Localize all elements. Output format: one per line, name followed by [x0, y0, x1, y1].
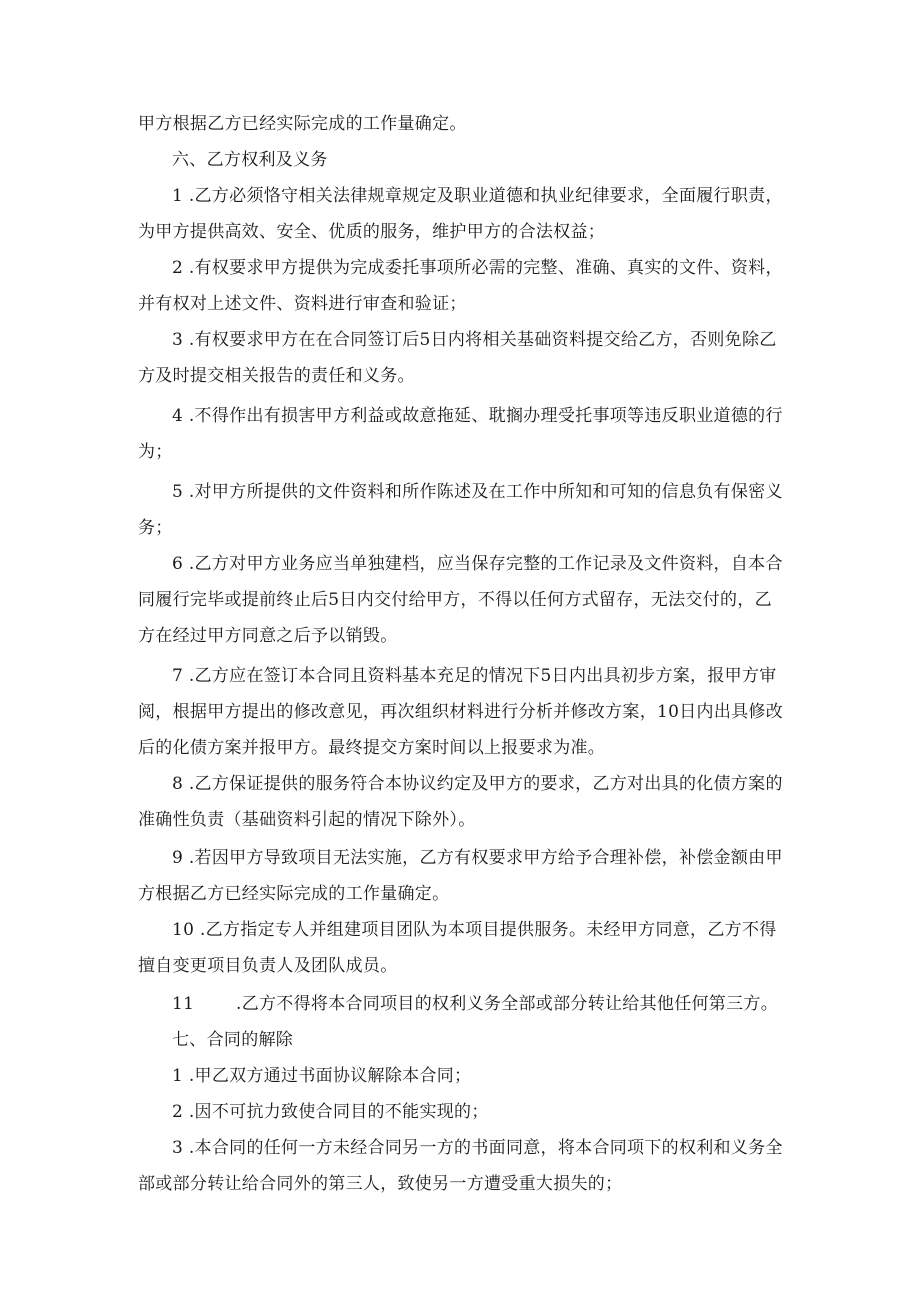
item-number: 3 — [172, 1138, 184, 1158]
item-number: 2 — [172, 258, 184, 278]
item-text: .乙方对甲方业务应当单独建档，应当保存完整的工作记录及文件资料，自本合同履行完毕或提前终止后5日内交付给甲方，不得以任何方式留存，无法交付的，乙方在经过甲方同意之后予以销毁。 — [138, 554, 783, 646]
list-item — [138, 912, 788, 984]
list-item — [138, 474, 788, 546]
list-item — [138, 1058, 788, 1094]
list-item — [138, 986, 788, 1022]
item-text: .若因甲方导致项目无法实施，乙方有权要求甲方给予合理补偿，补偿金额由甲方根据乙方已经实际完成的工作量确定。 — [138, 848, 783, 904]
item-text: .乙方保证提供的服务符合本协议约定及甲方的要求，乙方对出具的化债方案的准确性负责（基础资料引起的情况下除外）。 — [138, 774, 783, 830]
section-heading-6 — [138, 142, 788, 178]
item-number: 4 — [172, 406, 184, 426]
item-text: .本合同的任何一方未经合同另一方的书面同意，将本合同项下的权利和义务全部或部分转让给合同外的第三人，致使另一方遭受重大损失的； — [138, 1138, 783, 1194]
section-heading-7 — [138, 1022, 788, 1058]
item-text: .对甲方所提供的文件资料和所作陈述及在工作中所知和可知的信息负有保密义务； — [138, 482, 783, 538]
item-text: .乙方不得将本合同项目的权利义务全部或部分转让给其他任何第三方。 — [236, 994, 779, 1014]
item-number: 3 — [172, 330, 184, 350]
item-number: 7 — [172, 666, 184, 686]
list-item — [138, 250, 788, 322]
list-item — [138, 178, 788, 250]
item-text: .不得作出有损害甲方利益或故意拖延、耽搁办理受托事项等违反职业道德的行为； — [138, 406, 783, 462]
item-number: 9 — [172, 848, 184, 868]
item-text: .有权要求甲方提供为完成委托事项所必需的完整、准确、真实的文件、资料，并有权对上述文件、资料进行审查和验证； — [138, 258, 783, 314]
item-number: 11 — [172, 994, 195, 1014]
item-number: 2 — [172, 1102, 184, 1122]
item-number: 1 — [172, 186, 184, 206]
item-text: .因不可抗力致使合同目的不能实现的； — [188, 1102, 489, 1122]
list-item — [138, 1130, 788, 1202]
heading-text: 七、合同的解除 — [172, 1030, 294, 1050]
list-item — [138, 766, 788, 838]
list-item — [138, 398, 788, 470]
item-number: 5 — [172, 482, 184, 502]
item-number: 8 — [172, 774, 184, 794]
list-item — [138, 658, 788, 766]
item-text: .乙方指定专人并组建项目团队为本项目提供服务。未经甲方同意，乙方不得擅自变更项目负责人及团队成员。 — [138, 920, 777, 976]
item-text: .有权要求甲方在在合同签订后5日内将相关基础资料提交给乙方，否则免除乙方及时提交相关报告的责任和义务。 — [138, 330, 777, 386]
item-number: 10 — [172, 920, 195, 940]
list-item — [138, 840, 788, 912]
item-text: .甲乙双方通过书面协议解除本合同； — [188, 1066, 472, 1086]
item-number: 1 — [172, 1066, 184, 1086]
item-text: .乙方必须恪守相关法律规章规定及职业道德和执业纪律要求，全面履行职责，为甲方提供高效、安全、优质的服务，维护甲方的合法权益； — [138, 186, 783, 242]
list-item — [138, 546, 788, 654]
list-item — [138, 322, 788, 394]
heading-text: 六、乙方权利及义务 — [172, 150, 328, 170]
paragraph-text: 甲方根据乙方已经实际完成的工作量确定。 — [138, 114, 467, 134]
item-text: .乙方应在签订本合同且资料基本充足的情况下5日内出具初步方案，报甲方审阅，根据甲方提出的修改意见，再次组织材料进行分析并修改方案，10日内出具修改后的化债方案并报甲方。最终提交方案时间以上报要求为准。 — [138, 666, 784, 758]
paragraph-continuation — [138, 106, 788, 142]
item-number: 6 — [172, 554, 184, 574]
list-item — [138, 1094, 788, 1130]
